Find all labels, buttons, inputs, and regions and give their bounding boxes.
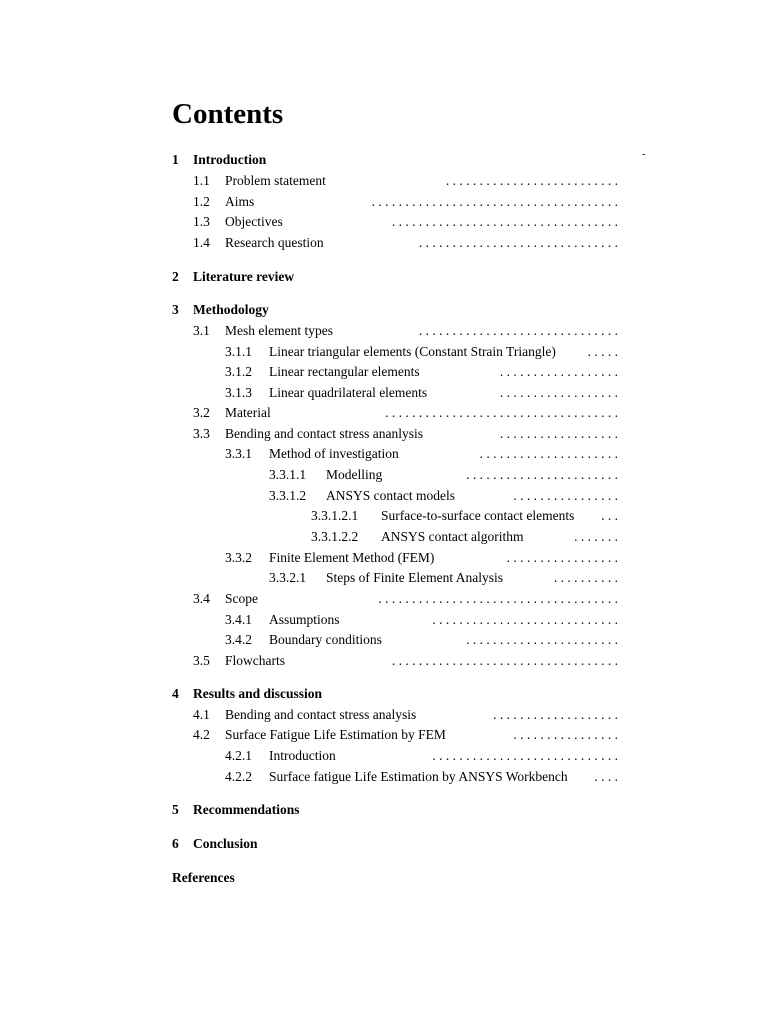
toc-entry-dot-leader: . . . . . . . . . . . . . . . . . . . . . . .	[466, 467, 618, 482]
toc-entry-number: 3.3.1.1	[269, 467, 307, 482]
toc-chapter-entry[interactable]	[0, 684, 768, 704]
toc-section-entry[interactable]	[0, 746, 768, 766]
toc-entry-number: 3.2	[193, 405, 210, 420]
toc-section-entry[interactable]	[0, 568, 768, 588]
toc-entry-title: Research question	[225, 235, 324, 250]
toc-entry-number: 4.2	[193, 727, 210, 742]
toc-section-entry[interactable]	[0, 342, 768, 362]
toc-chapter-entry[interactable]	[0, 267, 768, 287]
toc-entry-title: Problem statement	[225, 173, 326, 188]
toc-chapter-entry[interactable]	[0, 300, 768, 320]
toc-entry-title: Boundary conditions	[269, 632, 382, 647]
toc-entry-title: Assumptions	[269, 612, 340, 627]
toc-section-entry[interactable]	[0, 212, 768, 232]
toc-entry-dot-leader: . . . . . . . . . . . . . . . . . .	[499, 385, 618, 400]
toc-entry-dot-leader: . . . . . . .	[574, 529, 618, 544]
toc-entry-dot-leader: . . . . . . . . . . . . . . . . . . . . . . .	[466, 632, 618, 647]
toc-entry-dot-leader: . . . . . . . . . . . . . . . . . . . . . . . . . . . . . .	[418, 323, 618, 338]
toc-section-entry[interactable]	[0, 630, 768, 650]
toc-entry-title: Bending and contact stress ananlysis	[225, 426, 423, 441]
stray-mark: -	[642, 149, 646, 160]
toc-entry-title: Surface fatigue Life Estimation by ANSYS Workbench	[269, 769, 568, 784]
toc-entry-title: References	[172, 870, 235, 885]
toc-entry-title: Methodology	[193, 302, 269, 317]
toc-section-entry[interactable]	[0, 705, 768, 725]
toc-entry-title: ANSYS contact models	[326, 488, 455, 503]
toc-section-entry[interactable]	[0, 444, 768, 464]
toc-entry-number: 3.3	[193, 426, 210, 441]
toc-entry-title: ANSYS contact algorithm	[381, 529, 524, 544]
toc-entry-title: Linear rectangular elements	[269, 364, 420, 379]
toc-entry-dot-leader: . . . . . . . . . . . . . . . . . . . . . . . . . .	[445, 173, 618, 188]
toc-entry-title: Mesh element types	[225, 323, 333, 338]
toc-entry-number: 3.3.1.2.2	[311, 529, 359, 544]
toc-entry-number: 1.3	[193, 214, 210, 229]
toc-entry-number: 1.2	[193, 194, 210, 209]
toc-section-entry[interactable]	[0, 383, 768, 403]
toc-section-entry[interactable]	[0, 506, 768, 526]
toc-entry-dot-leader: . . . . . . . . . . . . . . . . . . . . . . . . . . . . . . . . . .	[391, 653, 618, 668]
toc-entry-dot-leader: . . . . .	[587, 344, 618, 359]
toc-entry-dot-leader: . . . . . . . . . . . . . . . . . . . . . . . . . . . .	[432, 748, 618, 763]
toc-entry-title: Conclusion	[193, 836, 258, 851]
toc-entry-dot-leader: . . . . . . . . . . . . . . . . . . . . . . . . . . . . . . . . . . .	[385, 405, 618, 420]
toc-section-entry[interactable]	[0, 424, 768, 444]
toc-entry-dot-leader: . . . . . . . . . . . . . . . . . . . . .	[479, 446, 618, 461]
toc-section-entry[interactable]	[0, 403, 768, 423]
toc-chapter-entry[interactable]	[0, 150, 768, 170]
toc-entry-dot-leader: . . . . . . . . . .	[553, 570, 618, 585]
toc-section-entry[interactable]	[0, 486, 768, 506]
toc-entry-title: Steps of Finite Element Analysis	[326, 570, 503, 585]
toc-entry-dot-leader: . . . . . . . . . . . . . . . . . . . . . . . . . . . . . .	[418, 235, 618, 250]
toc-chapter-entry[interactable]	[0, 868, 768, 888]
toc-entry-number: 3.4	[193, 591, 210, 606]
toc-chapter-entry[interactable]	[0, 800, 768, 820]
toc-entry-number: 3	[172, 302, 179, 317]
toc-entry-number: 4	[172, 686, 179, 701]
toc-section-entry[interactable]	[0, 767, 768, 787]
toc-entry-dot-leader: . . . . . . . . . . . . . . . . . .	[499, 426, 618, 441]
toc-entry-dot-leader: . . .	[601, 508, 618, 523]
toc-section-entry[interactable]	[0, 171, 768, 191]
page-title: Contents	[172, 98, 284, 130]
toc-entry-title: Scope	[225, 591, 258, 606]
toc-entry-title: Aims	[225, 194, 255, 209]
toc-section-entry[interactable]	[0, 725, 768, 745]
toc-entry-dot-leader: . . . . . . . . . . . . . . . . . .	[499, 364, 618, 379]
toc-entry-number: 3.1.3	[225, 385, 252, 400]
toc-entry-title: Results and discussion	[193, 686, 323, 701]
toc-entry-number: 6	[172, 836, 179, 851]
toc-entry-number: 3.3.2.1	[269, 570, 307, 585]
toc-entry-title: Material	[225, 405, 271, 420]
toc-section-entry[interactable]	[0, 610, 768, 630]
toc-entry-title: Flowcharts	[225, 653, 285, 668]
toc-section-entry[interactable]	[0, 192, 768, 212]
toc-entry-title: Objectives	[225, 214, 283, 229]
toc-chapter-entry[interactable]	[0, 834, 768, 854]
toc-entry-title: Introduction	[193, 152, 267, 167]
toc-section-entry[interactable]	[0, 465, 768, 485]
toc-entry-dot-leader: . . . . . . . . . . . . . . . .	[513, 488, 618, 503]
toc-entry-title: Bending and contact stress analysis	[225, 707, 417, 722]
toc-entry-number: 1	[172, 152, 179, 167]
toc-section-entry[interactable]	[0, 233, 768, 253]
toc-entry-number: 3.3.1.2	[269, 488, 307, 503]
toc-entry-number: 3.1	[193, 323, 210, 338]
toc-section-entry[interactable]	[0, 589, 768, 609]
toc-entry-number: 4.2.1	[225, 748, 252, 763]
toc-entry-number: 3.4.1	[225, 612, 252, 627]
toc-entry-title: Finite Element Method (FEM)	[269, 550, 435, 565]
toc-entry-dot-leader: . . . . . . . . . . . . . . . . . . . . . . . . . . . . . . . . . . . . .	[371, 194, 618, 209]
toc-entry-number: 3.3.1	[225, 446, 252, 461]
toc-section-entry[interactable]	[0, 321, 768, 341]
toc-entry-dot-leader: . . . . . . . . . . . . . . . . . . .	[493, 707, 618, 722]
toc-entry-dot-leader: . . . . . . . . . . . . . . . . . . . . . . . . . . . . . . . . . .	[391, 214, 618, 229]
toc-entry-number: 3.1.1	[225, 344, 252, 359]
toc-entry-dot-leader: . . . . . . . . . . . . . . . .	[513, 727, 618, 742]
toc-section-entry[interactable]	[0, 362, 768, 382]
toc-section-entry[interactable]	[0, 527, 768, 547]
toc-entry-number: 5	[172, 802, 179, 817]
toc-entry-number: 3.3.1.2.1	[311, 508, 359, 523]
toc-section-entry[interactable]	[0, 651, 768, 671]
toc-entry-title: Modelling	[326, 467, 383, 482]
toc-entry-title: Linear triangular elements (Constant Strain Triangle)	[269, 344, 556, 359]
toc-entry-number: 4.2.2	[225, 769, 252, 784]
toc-entry-title: Method of investigation	[269, 446, 399, 461]
toc-entry-number: 3.3.2	[225, 550, 252, 565]
toc-entry-title: Surface Fatigue Life Estimation by FEM	[225, 727, 446, 742]
toc-entry-number: 3.1.2	[225, 364, 252, 379]
toc-entry-number: 1.1	[193, 173, 210, 188]
toc-entry-title: Linear quadrilateral elements	[269, 385, 428, 400]
toc-entry-number: 2	[172, 269, 179, 284]
toc-entry-title: Literature review	[193, 269, 295, 284]
toc-section-entry[interactable]	[0, 548, 768, 568]
toc-entry-title: Introduction	[269, 748, 336, 763]
toc-entry-dot-leader: . . . . . . . . . . . . . . . . . . . . . . . . . . . . . . . . . . . .	[378, 591, 618, 606]
toc-entry-title: Recommendations	[193, 802, 300, 817]
toc-entry-dot-leader: . . . . . . . . . . . . . . . . . . . . . . . . . . . .	[432, 612, 618, 627]
toc-entry-dot-leader: . . . .	[594, 769, 618, 784]
toc-entry-dot-leader: . . . . . . . . . . . . . . . . .	[506, 550, 618, 565]
toc-entry-number: 1.4	[193, 235, 210, 250]
toc-entry-number: 3.5	[193, 653, 210, 668]
toc-entry-number: 4.1	[193, 707, 210, 722]
toc-entry-number: 3.4.2	[225, 632, 252, 647]
toc-entry-title: Surface-to-surface contact elements	[381, 508, 575, 523]
